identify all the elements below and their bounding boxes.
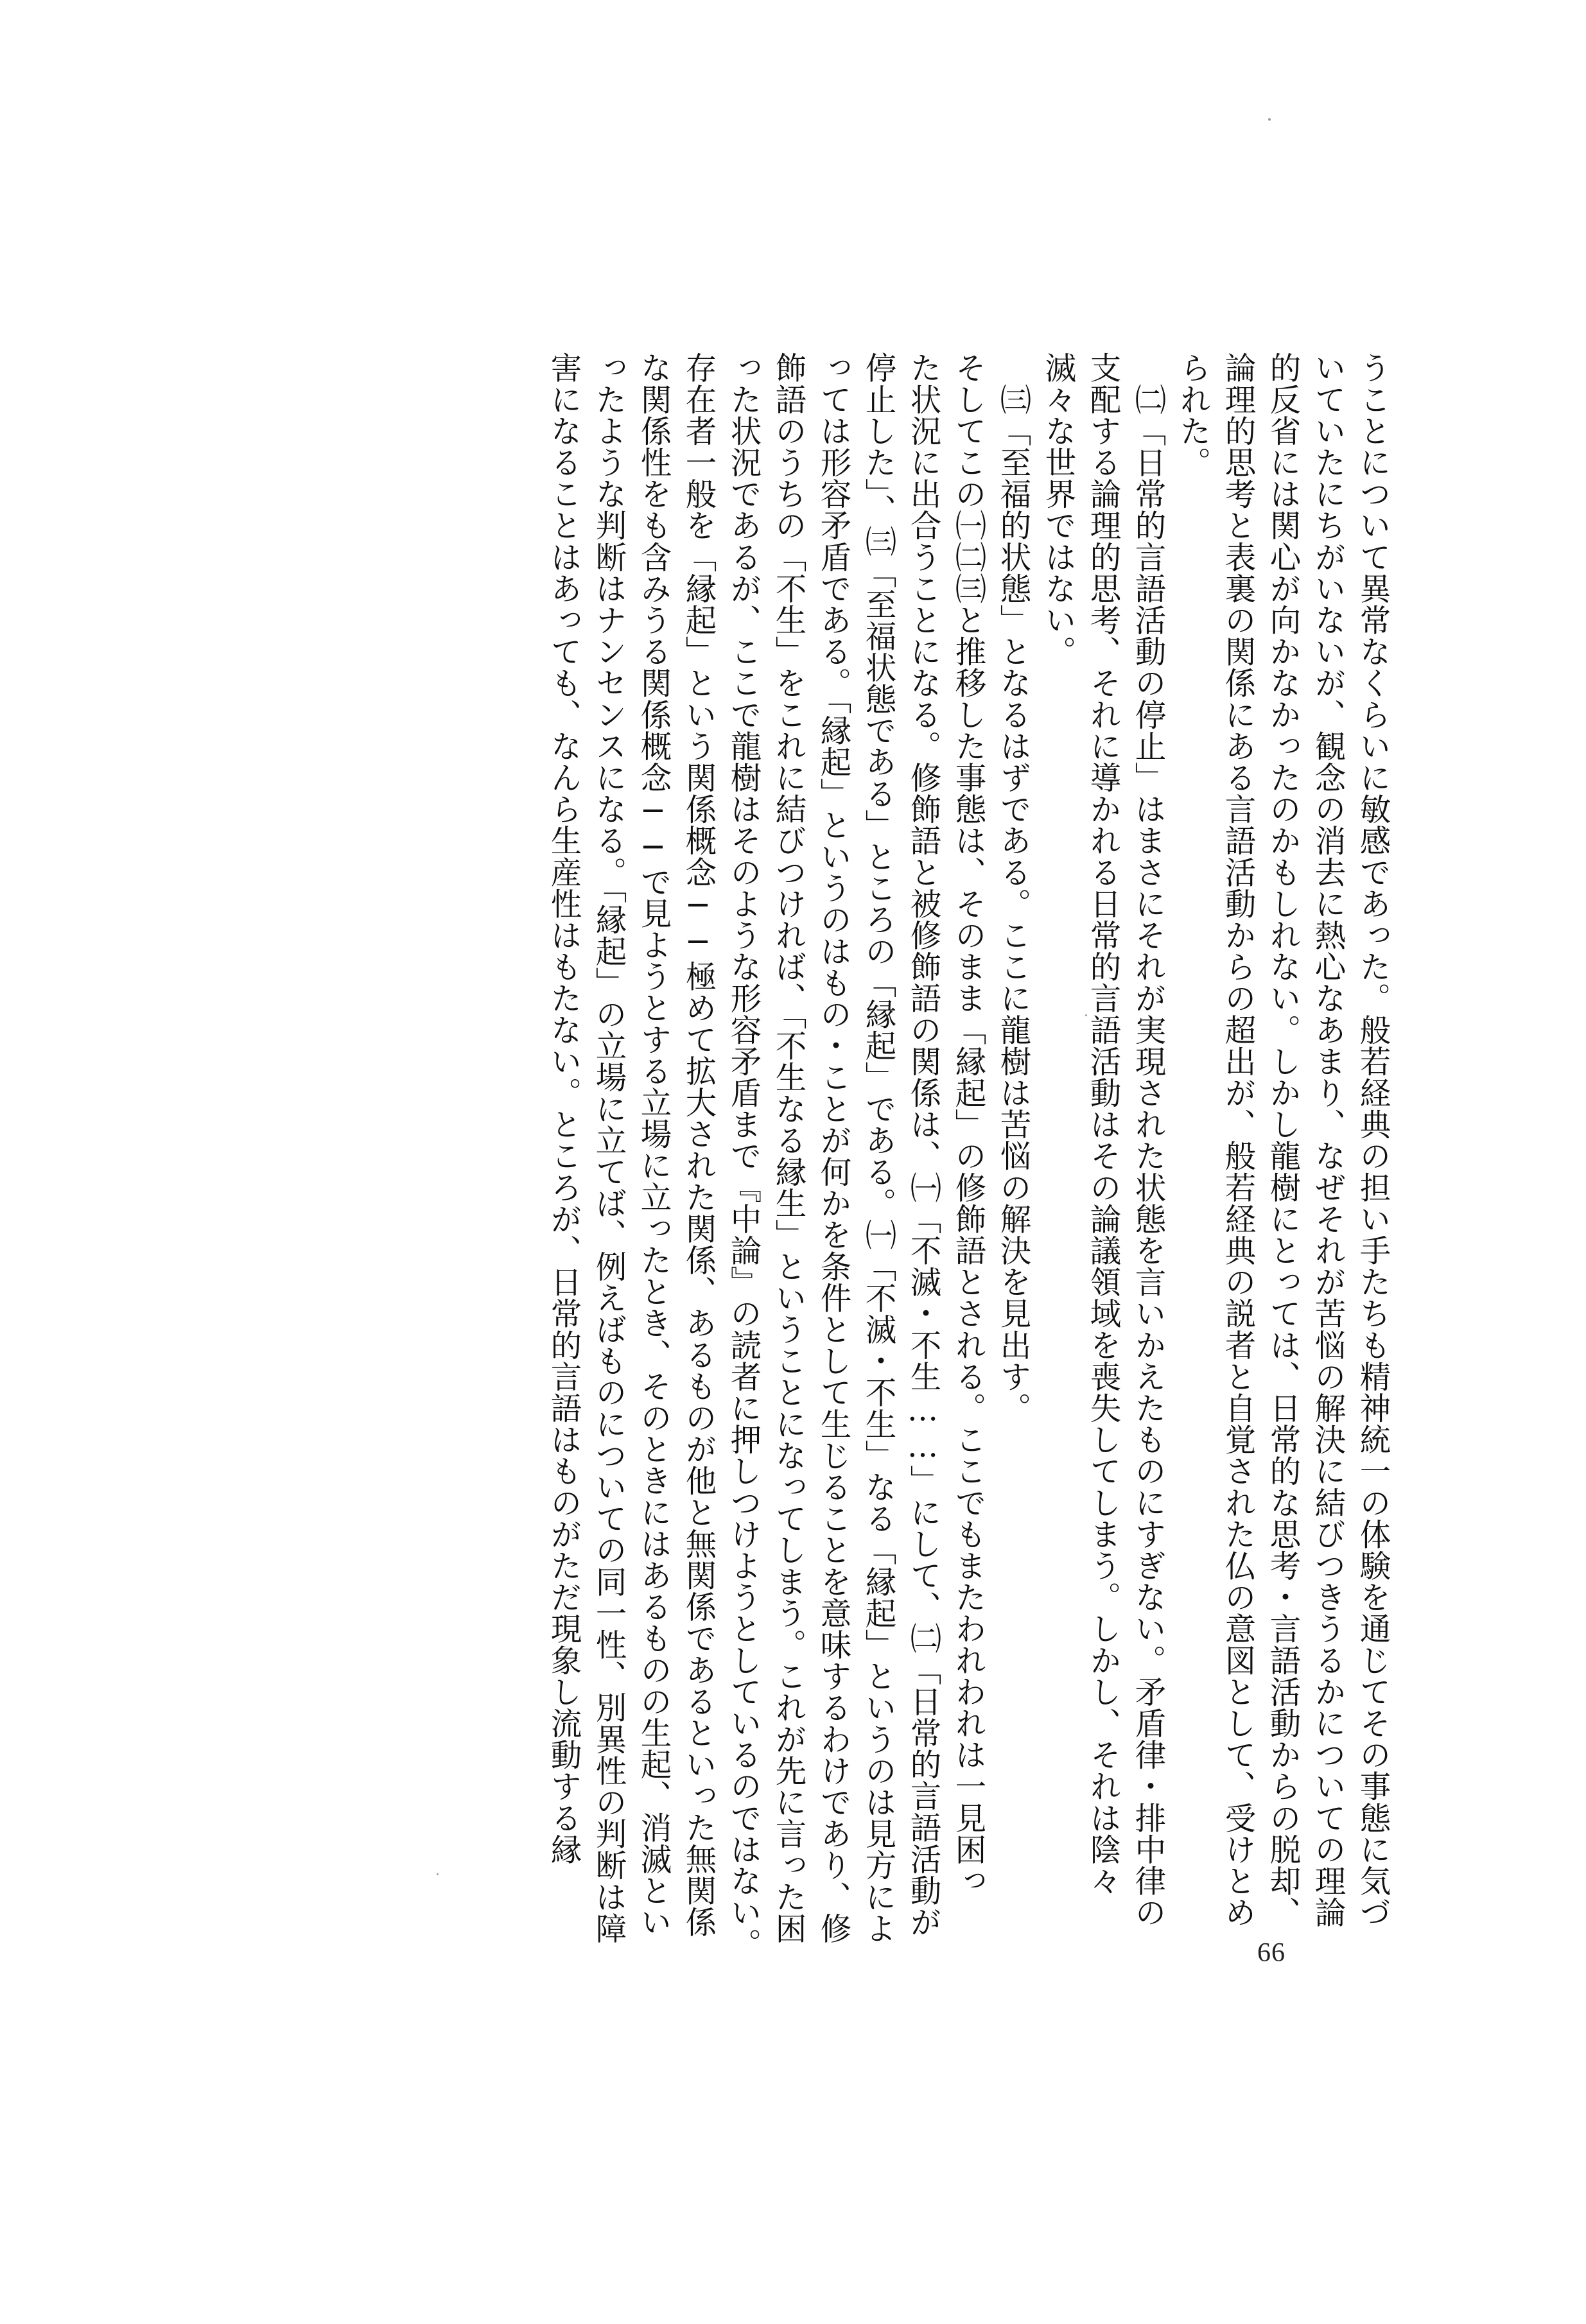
text-line: ㈢「至福的状態」となるはずである。ここに龍樹は苦悩の解決を見出す。 [995, 352, 1031, 1424]
text-line: ったような判断はナンセンスになる。「縁起」の立場に立てば、例えばものについての同一性、別異性の判断は障 [590, 352, 626, 1944]
text-line: 停止した」、㈢「至福状態である」ところの「縁起」である。㈠「不滅・不生」なる「縁起」というのは見方によ [860, 352, 896, 1944]
text-line: うことについて異常なくらいに敏感であった。般若経典の担い手たちも精神統一の体験を通じてその事態に気づ [1354, 352, 1390, 1928]
text-line: た状況に出合うことになる。修飾語と被修飾語の関係は、㈠「不滅・不生……」にして、㈡「日常的言語活動が [905, 352, 941, 1938]
text-line: 飾語のうちの「不生」をこれに結びつければ、「不生なる縁生」ということになってしまう。これが先に言った困 [770, 352, 806, 1944]
text-line: 支配する論理的思考、それに導かれる日常的言語活動はその論議領域を喪失してしまう。しかし、それは陰々 [1085, 352, 1120, 1896]
text-line: 存在者一般を「縁起」という関係概念──極めて拡大された関係、あるものが他と無関係であるといった無関係 [680, 352, 716, 1938]
text-line: 滅々な世界ではない。 [1040, 352, 1076, 667]
scan-speck [1268, 118, 1271, 121]
text-line: な関係性をも含みうる関係概念──で見ようとする立場に立ったとき、そのときにはあるものの生起、消滅とい [635, 352, 671, 1938]
text-line: 害になることはあっても、なんら生産性はもたない。ところが、日常的言語はものがただ現象し流動する縁 [545, 352, 581, 1865]
page-number: 66 [1257, 1938, 1285, 1968]
text-line: った状況であるが、ここで龍樹はそのような形容矛盾まで『中論』の読者に押しつけようとしているのではない。 [725, 352, 761, 1960]
text-line: られた。 [1174, 352, 1210, 478]
text-line: 的反省には関心が向かなかったのかもしれない。しかし龍樹にとっては、日常的な思考・言語活動からの脱却、 [1264, 352, 1300, 1928]
text-line: いていたにちがいないが、観念の消去に熱心なあまり、なぜそれが苦悩の解決に結びつきうるかについての理論 [1309, 352, 1345, 1928]
text-line: ㈡「日常的言語活動の停止」はまさにそれが実現された状態を言いかえたものにすぎない。矛盾律・排中律の [1129, 352, 1165, 1928]
text-line: 論理的思考と表裏の関係にある言語活動からの超出が、般若経典の説者と自覚された仏の意図として、受けとめ [1219, 352, 1255, 1928]
text-line: っては形容矛盾である。「縁起」というのはもの・ことが何かを条件として生じることを意味するわけであり、修 [815, 352, 851, 1944]
text-line: そしてこの㈠㈡㈢と推移した事態は、そのまま「縁起」の修飾語とされる。ここでもまたわれわれは一見困っ [950, 352, 986, 1896]
